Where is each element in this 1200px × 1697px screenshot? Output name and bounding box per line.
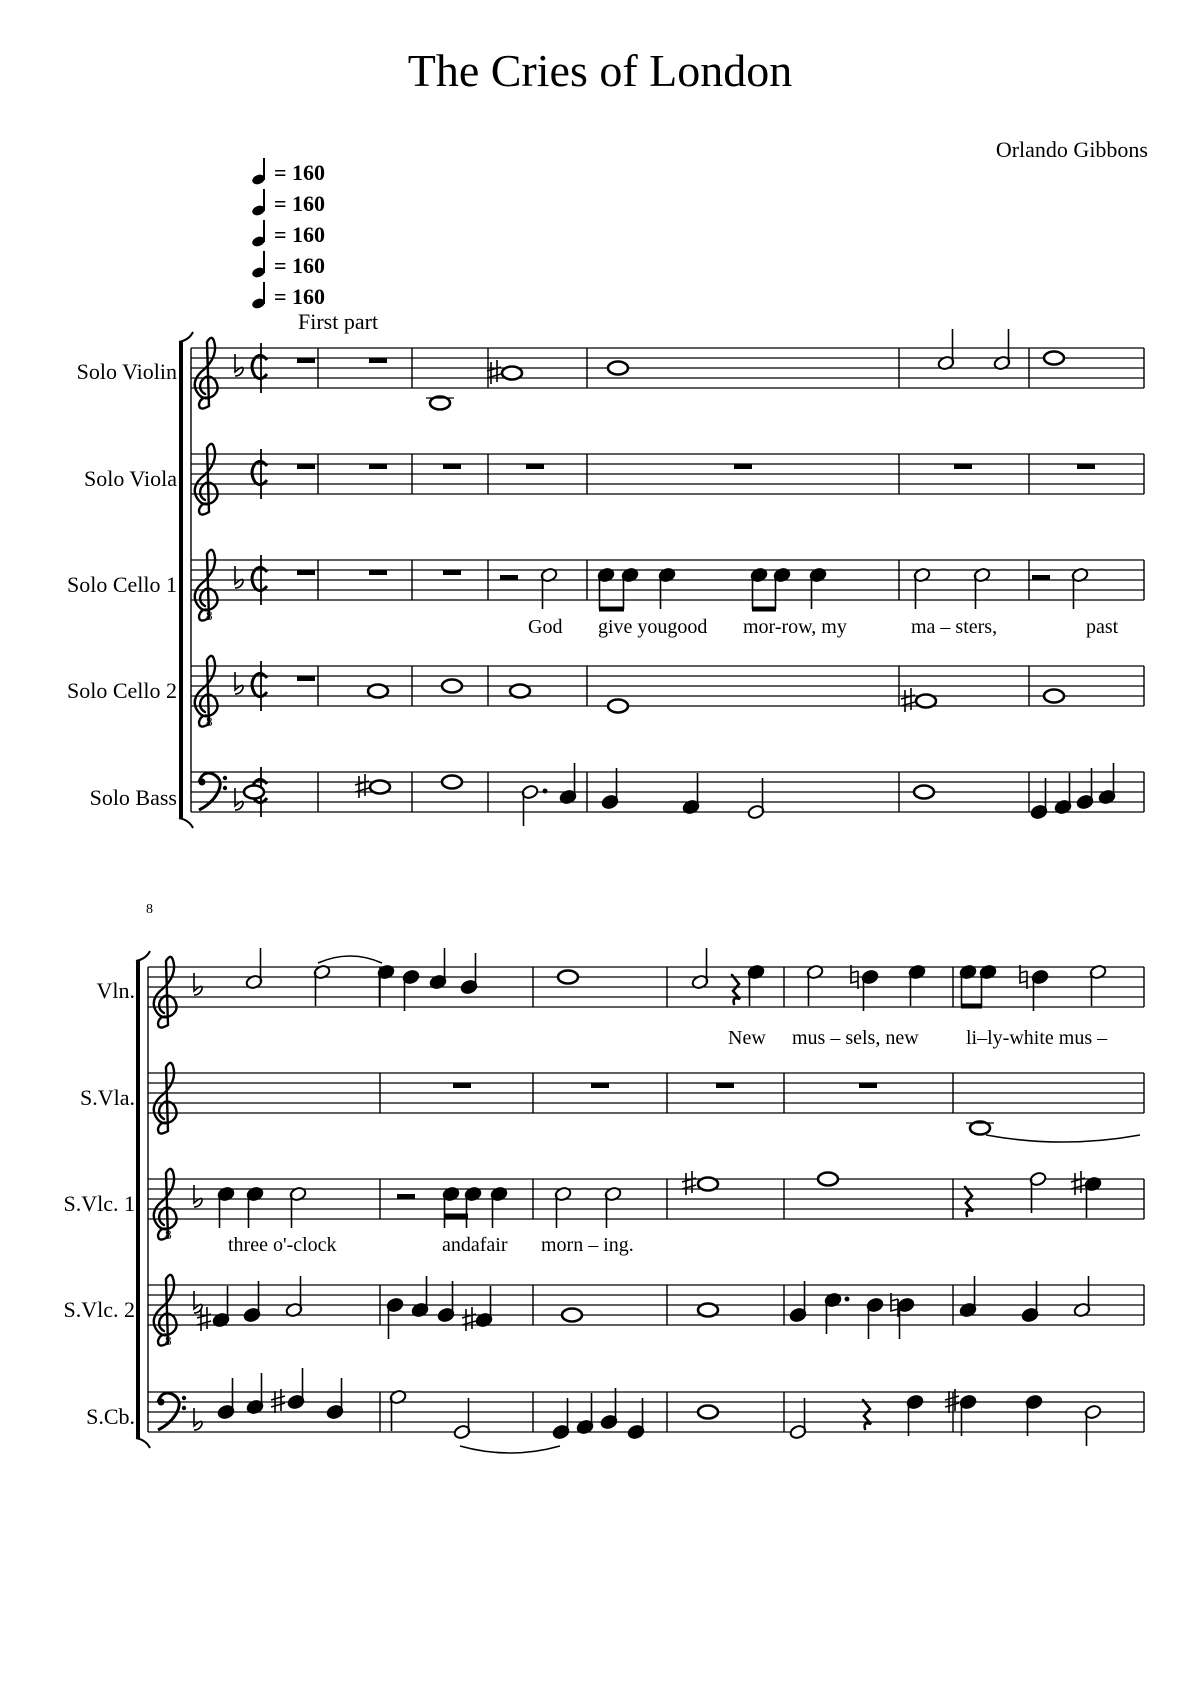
flat-sign xyxy=(194,1408,202,1430)
instrument-name-cello1: S.Vlc. 1 xyxy=(63,1191,135,1216)
octave-eight-mark: 8 xyxy=(165,1333,172,1348)
lyric-syllable: mus – sels, new xyxy=(792,1027,919,1049)
composer: Orlando Gibbons xyxy=(995,137,1148,162)
flat-sign xyxy=(235,566,243,588)
half-rest xyxy=(500,575,518,580)
flat-sign xyxy=(235,788,243,810)
octave-eight-mark: 8 xyxy=(165,1227,172,1242)
whole-note xyxy=(562,1309,582,1322)
lyric-syllable: andafair xyxy=(442,1234,508,1256)
half-rest xyxy=(397,1194,415,1199)
whole-rest xyxy=(369,464,387,469)
whole-rest xyxy=(297,358,315,363)
flat-sign xyxy=(194,1185,202,1207)
augmentation-dot xyxy=(845,1297,850,1302)
cut-time-sign xyxy=(252,461,267,484)
whole-rest xyxy=(526,464,544,469)
tempo-mark-4: = 160 xyxy=(252,251,325,279)
sharp-sign xyxy=(682,1171,696,1195)
lyric-syllable: ma – sters, xyxy=(911,616,998,638)
whole-rest xyxy=(297,570,315,575)
whole-note xyxy=(914,786,934,799)
quarter-rest xyxy=(863,1400,871,1429)
lyric-syllable: three o'-clock xyxy=(228,1234,337,1256)
whole-note xyxy=(442,776,462,789)
whole-rest xyxy=(369,358,387,363)
whole-note xyxy=(608,700,628,713)
instrument-name-cello2: S.Vlc. 2 xyxy=(63,1297,135,1322)
tie-arc xyxy=(318,956,382,963)
bass-clef xyxy=(199,779,206,786)
tie-arc xyxy=(460,1446,560,1453)
octave-eight-mark: 8 xyxy=(206,608,213,623)
whole-rest xyxy=(859,1083,877,1088)
bass-clef xyxy=(182,1396,186,1400)
flat-sign xyxy=(194,973,202,995)
score-title: The Cries of London xyxy=(407,45,793,96)
half-rest xyxy=(1032,575,1050,580)
flat-sign xyxy=(235,354,243,376)
whole-rest xyxy=(954,464,972,469)
instrument-name-bass: S.Cb. xyxy=(86,1404,135,1429)
whole-rest xyxy=(297,676,315,681)
augmentation-dot xyxy=(543,789,548,794)
whole-note xyxy=(244,786,264,799)
system-bracket xyxy=(179,818,193,828)
octave-eight-mark: 8 xyxy=(206,714,213,729)
sharp-sign xyxy=(462,1307,476,1331)
system-bracket xyxy=(136,951,150,961)
whole-note xyxy=(1044,690,1064,703)
instrument-name-bass: Solo Bass xyxy=(89,785,177,810)
lyric-syllable: morn – ing. xyxy=(541,1234,634,1256)
tempo-mark-5: = 160 xyxy=(252,282,325,310)
whole-rest xyxy=(443,570,461,575)
whole-note xyxy=(370,781,390,794)
quarter-rest xyxy=(965,1187,973,1216)
whole-note xyxy=(1044,352,1064,365)
cut-time-sign xyxy=(252,673,267,696)
lyric-syllable: past xyxy=(1086,616,1119,638)
tie-arc xyxy=(986,1135,1140,1142)
whole-note xyxy=(608,362,628,375)
lyric-syllable: li–ly-white mus – xyxy=(966,1027,1108,1049)
flat-sign xyxy=(235,672,243,694)
system-bracket xyxy=(136,1438,150,1448)
whole-rest xyxy=(591,1083,609,1088)
instrument-name-violin: Vln. xyxy=(96,978,135,1003)
whole-rest xyxy=(443,464,461,469)
bass-clef xyxy=(223,786,227,790)
sharp-sign xyxy=(487,360,501,384)
lyric-syllable: mor-row, my xyxy=(743,616,847,638)
whole-rest xyxy=(369,570,387,575)
whole-note xyxy=(368,685,388,698)
instrument-name-cello2: Solo Cello 2 xyxy=(66,678,177,703)
sharp-sign xyxy=(1071,1171,1085,1195)
whole-note xyxy=(698,1178,718,1191)
whole-note xyxy=(558,971,578,984)
instrument-name-cello1: Solo Cello 1 xyxy=(66,572,177,597)
measure-number: 8 xyxy=(146,902,153,917)
tempo-mark-1: = 160 xyxy=(252,158,325,186)
whole-rest xyxy=(297,464,315,469)
whole-note xyxy=(442,680,462,693)
bass-clef xyxy=(182,1406,186,1410)
whole-note xyxy=(502,367,522,380)
lyric-syllable: give yougood xyxy=(598,616,708,638)
whole-rest xyxy=(734,464,752,469)
whole-note xyxy=(916,695,936,708)
instrument-name-violin: Solo Violin xyxy=(76,359,177,384)
whole-rest xyxy=(1077,464,1095,469)
whole-note xyxy=(818,1173,838,1186)
whole-note xyxy=(698,1304,718,1317)
tempo-mark-2: = 160 xyxy=(252,189,325,217)
whole-rest xyxy=(453,1083,471,1088)
lyric-syllable: God xyxy=(528,616,563,638)
whole-rest xyxy=(716,1083,734,1088)
instrument-name-viola: S.Vla. xyxy=(80,1085,135,1110)
lyric-syllable: New xyxy=(728,1027,766,1049)
bass-clef xyxy=(223,776,227,780)
bass-clef xyxy=(158,1399,165,1406)
sharp-sign xyxy=(355,774,369,798)
cut-time-sign xyxy=(252,567,267,590)
cut-time-sign xyxy=(252,355,267,378)
system-bracket xyxy=(179,332,193,342)
whole-note xyxy=(510,685,530,698)
sharp-sign xyxy=(901,688,915,712)
section-mark: First part xyxy=(298,309,379,334)
instrument-name-viola: Solo Viola xyxy=(83,466,177,491)
whole-note xyxy=(698,1406,718,1419)
quarter-rest xyxy=(732,975,740,1004)
tempo-mark-3: = 160 xyxy=(252,220,325,248)
